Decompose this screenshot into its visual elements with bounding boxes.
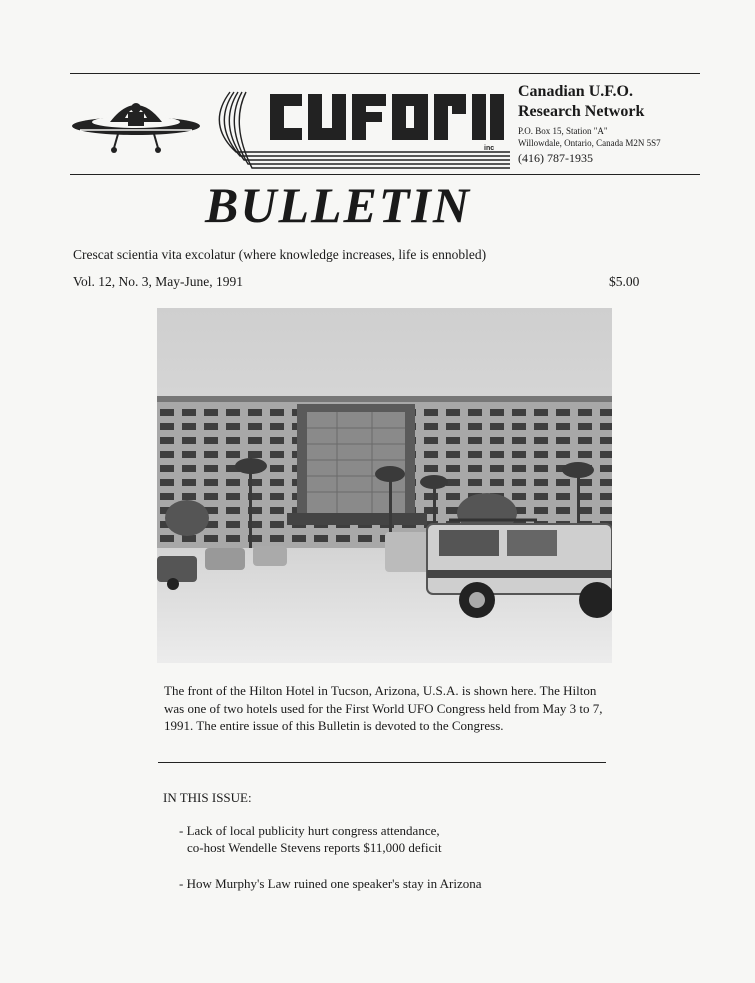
photo-caption: The front of the Hilton Hotel in Tucson, Arizona, U.S.A. is shown here. The Hilton was one of two hotels used for the First World UFO Congress held from May 3 to 7, 1991. The entire issue of this Bulletin is devoted to the Congress. xyxy=(164,683,603,733)
motto: Crescat scientia vita excolatur (where knowledge increases, life is ennobled) xyxy=(73,247,487,262)
toc-item-line2: co-host Wendelle Stevens reports $11,000 deficit xyxy=(187,840,442,855)
hotel-photo xyxy=(157,308,612,663)
toc-item xyxy=(179,822,442,856)
ufo-icon xyxy=(70,78,510,170)
organization-name xyxy=(518,82,718,122)
address-line2: Willowdale, Ontario, Canada M2N 5S7 xyxy=(518,138,661,148)
price: $5.00 xyxy=(609,274,640,289)
cuforn-logo xyxy=(70,78,510,170)
bulletin-title: BULLETIN xyxy=(205,177,471,233)
caption-divider xyxy=(158,762,606,763)
organization-block xyxy=(518,82,718,165)
organization-phone: (416) 787-1935 xyxy=(518,151,593,165)
toc-item xyxy=(179,875,482,892)
organization-address xyxy=(518,125,718,149)
header-top-rule xyxy=(70,73,700,74)
in-this-issue-heading: IN THIS ISSUE: xyxy=(163,790,252,805)
toc-item-line1: - Lack of local publicity hurt congress attendance, xyxy=(179,823,440,838)
logo-suffix: inc xyxy=(484,145,495,152)
org-name-line2: Research Network xyxy=(518,103,645,120)
address-line1: P.O. Box 15, Station "A" xyxy=(518,126,608,136)
org-name-line1: Canadian U.F.O. xyxy=(518,83,633,100)
header-bottom-rule xyxy=(70,174,700,175)
volume-info: Vol. 12, No. 3, May-June, 1991 xyxy=(73,274,243,289)
toc-item-line1: - How Murphy's Law ruined one speaker's stay in Arizona xyxy=(179,876,482,891)
